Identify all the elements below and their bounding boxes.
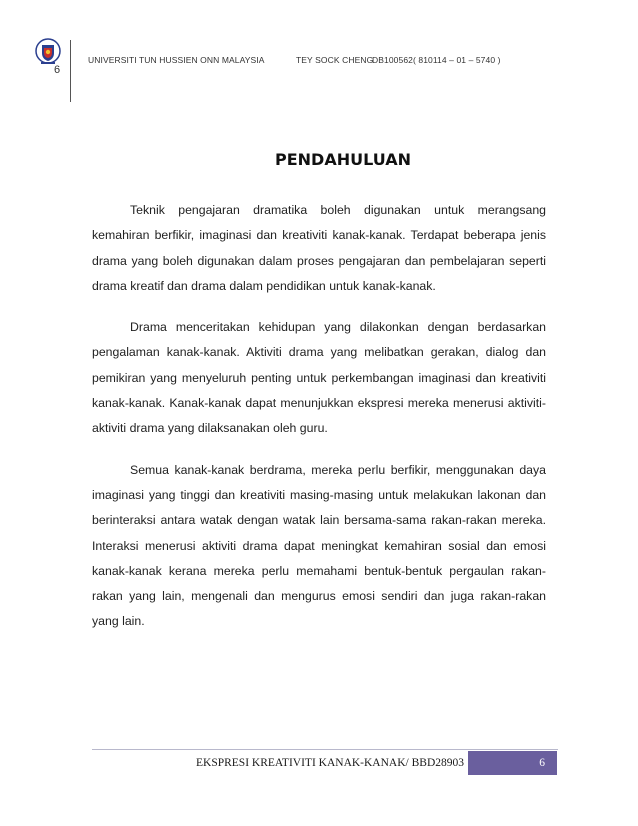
header-university: UNIVERSITI TUN HUSSIEN ONN MALAYSIA xyxy=(88,55,265,65)
document-body xyxy=(92,198,546,651)
side-page-number: 6 xyxy=(54,64,61,76)
paragraph: Drama menceritakan kehidupan yang dilakonkan dengan berdasarkan pengalaman kanak-kanak. Aktiviti drama yang melibatkan gerakan, dialog dan pemikiran yang menyeluruh penting untuk perkembangan imaginasi dan kreativiti kanak-kanak. Kanak-kanak dapat menunjukkan ekspresi mereka menerusi aktiviti-aktiviti drama yang dilaksanakan oleh guru. xyxy=(92,320,546,436)
paragraph: Teknik pengajaran dramatika boleh digunakan untuk merangsang kemahiran berfikir, imaginasi dan kreativiti kanak-kanak. Terdapat beberapa jenis drama yang boleh digunakan dalam proses pengajaran dan pembelajaran seperti drama kreatif dan drama dalam pendidikan untuk kanak-kanak. xyxy=(92,203,546,293)
footer-title: EKSPRESI KREATIVITI KANAK-KANAK/ BBD28903 xyxy=(195,757,464,769)
paragraph: Semua kanak-kanak berdrama, mereka perlu berfikir, menggunakan daya imaginasi yang tinggi dan kreativiti masing-masing untuk melakukan lakonan dan berinteraksi antara watak dengan watak lain bersama-sama rakan-rakan mereka. Interaksi menerusi aktiviti drama dapat meningkat kemahiran sosial dan emosi kanak-kanak kerana mereka perlu memahami bentuk-bentuk pergaulan rakan-rakan yang lain, mengenali dan mengurus emosi sendiri dan juga rakan-rakan yang lain. xyxy=(92,462,546,629)
header-author: TEY SOCK CHENG xyxy=(296,55,374,65)
footer-divider xyxy=(92,749,558,750)
page-title: PENDAHULUAN xyxy=(275,150,411,169)
header-student-id: DB100562( 810114 – 01 – 5740 ) xyxy=(372,55,501,65)
footer-page-number: 6 xyxy=(468,751,557,775)
university-crest-icon xyxy=(35,38,61,66)
header-divider xyxy=(70,40,71,102)
